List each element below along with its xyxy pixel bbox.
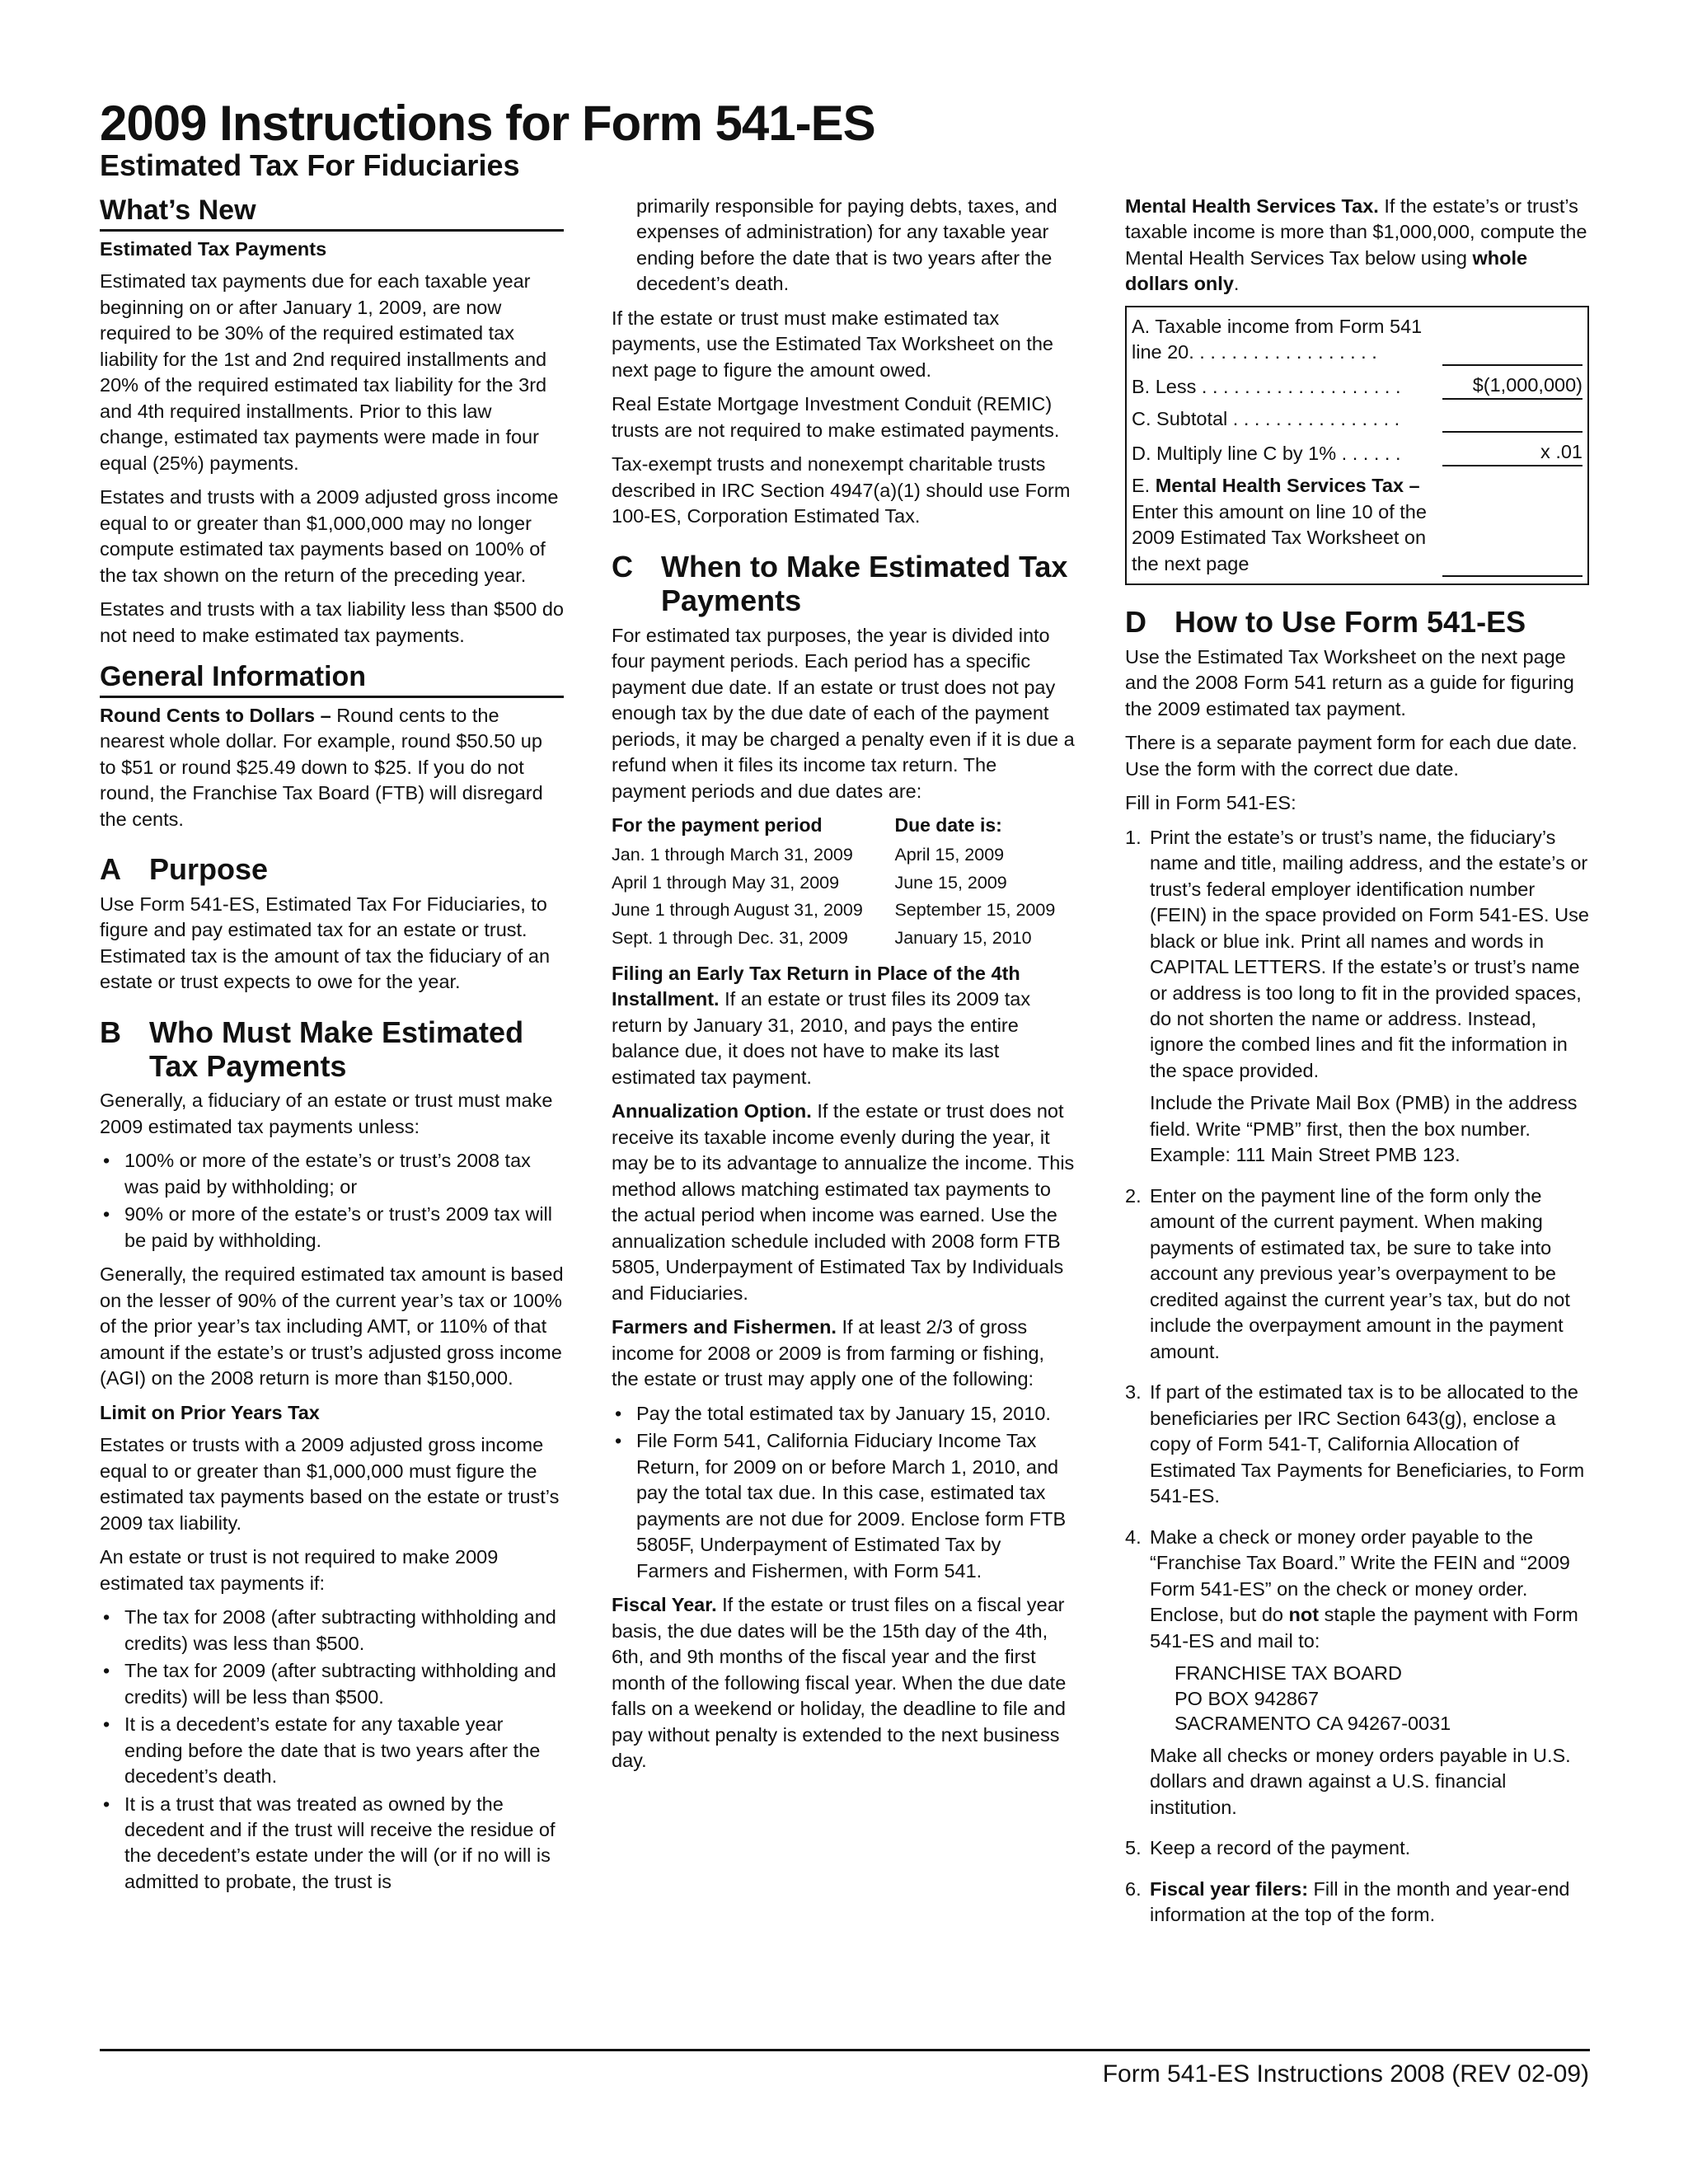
- document-title: 2009 Instructions for Form 541-ES: [100, 96, 875, 151]
- table-cell: June 1 through August 31, 2009: [612, 900, 863, 921]
- list-item-2: [1125, 1183, 1589, 1371]
- list-number: 3.: [1125, 1381, 1142, 1404]
- column-header: For the payment period: [612, 813, 823, 836]
- list-number: 4.: [1125, 1526, 1142, 1548]
- section-heading-d: [1125, 605, 1589, 639]
- address-line: PO BOX 942867: [1175, 1687, 1320, 1709]
- list-item: • It is a trust that was treated as owned by the decedent and if the trust will receive the residue of the decedent’s estate under the will (or if no will is admitted to probate, the trust is: [100, 1792, 564, 1896]
- section-heading-b: [100, 1015, 564, 1084]
- list-number: 5.: [1125, 1837, 1142, 1859]
- bullet-list: [100, 1148, 564, 1254]
- numbered-list: [1125, 825, 1589, 1935]
- section-letter: D: [1125, 605, 1146, 640]
- run-in-heading: Annualization Option.: [612, 1100, 812, 1122]
- bullet-list: [612, 1401, 1076, 1584]
- section-title: When to Make Estimated Tax Payments: [661, 549, 1068, 618]
- worksheet-line-e: [1132, 473, 1582, 577]
- list-item: • 100% or more of the estate’s or trust’s 2008 tax was paid by withholding; or: [100, 1148, 564, 1200]
- section-letter: C: [612, 549, 633, 583]
- run-in-heading: Filing an Early Tax Return in Place of the 4th Installment.: [612, 962, 1020, 1010]
- paragraph: Make all checks or money orders payable in U.S. dollars and drawn against a U.S. financial institution.: [1150, 1744, 1571, 1818]
- run-in-heading: Round Cents to Dollars –: [100, 704, 331, 726]
- paragraph: Estimated tax payments due for each taxable year beginning on or after January 1, 2009, are now required to be 30% of the required estimated tax liability for the 1st and 2nd required installments and 20% of the required estimated tax liability for the 3rd and 4th required installments. Prior to this law change, estimated tax payments were made in four equal (25%) payments.: [100, 270, 547, 474]
- list-item: • It is a decedent’s estate for any taxable year ending before the date that is two years after the decedent’s death.: [100, 1712, 564, 1789]
- paragraph-text: If at least 2/3 of gross income for 2008 or 2009 is from farming or fishing, the estate or trust may apply one of the following:: [612, 1316, 1045, 1390]
- worksheet-line-b: [1132, 373, 1582, 400]
- run-in-heading: Mental Health Services Tax.: [1125, 195, 1379, 217]
- footer-form-id: Form 541-ES Instructions 2008 (REV 02-09): [1102, 2060, 1589, 2088]
- table-cell: June 15, 2009: [894, 872, 1007, 893]
- emphasis: whole dollars only: [1125, 246, 1528, 295]
- paragraph: Include the Private Mail Box (PMB) in the address field. Write “PMB” first, then the box number. Example: 111 Main Street PMB 123.: [1150, 1092, 1578, 1166]
- run-in-heading: Farmers and Fishermen.: [612, 1316, 837, 1338]
- paragraph-annualization: [612, 1099, 1076, 1306]
- mailing-address: [1150, 1661, 1589, 1736]
- subheading-estimated-tax-payments: Estimated Tax Payments: [100, 237, 327, 260]
- list-item: • File Form 541, California Fiduciary Income Tax Return, for 2009 on or before March 1, 2010, and pay the total tax due. In this case, estimated tax payments are not due for 2009. Enclose form FTB 5805F, Underpayment of Estimated Tax by Farmers and Fishermen, with Form 541.: [612, 1428, 1076, 1584]
- list-item: • Pay the total estimated tax by January 15, 2010.: [612, 1401, 1076, 1427]
- paragraph: Estates or trusts with a 2009 adjusted gross income equal to or greater than $1,000,000 must figure the estimated tax payments based on the estate or trust’s 2009 tax liability.: [100, 1434, 560, 1534]
- payment-schedule-table: [612, 813, 1076, 953]
- run-in-heading: Fiscal Year.: [612, 1594, 717, 1616]
- paragraph: [1150, 1877, 1589, 1929]
- list-number: 1.: [1125, 826, 1142, 848]
- paragraph: If part of the estimated tax is to be allocated to the beneficiaries per IRC Section 643(g), enclose a copy of Form 541-T, California Allocation of Estimated Tax Payments for Beneficiaries, to Form 541-ES.: [1150, 1381, 1585, 1507]
- section-letter: B: [100, 1015, 121, 1049]
- paragraph: Tax-exempt trusts and nonexempt charitable trusts described in IRC Section 4947(a)(1) should use Form 100-ES, Corporation Estimated Tax.: [612, 453, 1071, 527]
- paragraph-mental-health: [1125, 194, 1589, 298]
- paragraph-text: Round cents to the nearest whole dollar. For example, round $50.50 up to $51 or round $25.49 down to $25. If you do not round, the Franchise Tax Board (FTB) will disregard the cents.: [100, 704, 543, 830]
- column-3: [1125, 194, 1589, 1943]
- table-cell: Jan. 1 through March 31, 2009: [612, 844, 853, 865]
- list-number: 6.: [1125, 1877, 1142, 1900]
- table-row: [612, 869, 1076, 898]
- paragraph: Fill in Form 541-ES:: [1125, 792, 1296, 814]
- paragraph: Print the estate’s or trust’s name, the fiduciary’s name and title, mailing address, and the estate’s or trust’s federal employer identification number (FEIN) in the space provided on Form 541-ES. Use black or blue ink. Print all names and words in CAPITAL LETTERS. If the estate’s or trust’s name or address is too long to fit in the provided spaces, do not shorten the name or address. Instead, ignore the combed lines and fit the information in the space provided.: [1150, 826, 1589, 1081]
- section-letter: A: [100, 852, 121, 887]
- list-item-1: [1125, 825, 1589, 1175]
- section-heading-c: [612, 550, 1076, 618]
- emphasis: Mental Health Services Tax –: [1155, 475, 1420, 497]
- list-item-body: [1150, 1877, 1589, 1935]
- list-number: 2.: [1125, 1184, 1142, 1207]
- table-row: [612, 897, 1076, 925]
- list-item-4: [1125, 1525, 1589, 1828]
- column-1: [100, 194, 564, 1903]
- title-block: [100, 97, 1583, 182]
- list-item: • 90% or more of the estate’s or trust’s 2009 tax will be paid by withholding.: [100, 1202, 564, 1254]
- paragraph-text: Make a check or money order payable to the “Franchise Tax Board.” Write the FEIN and “2009 Form 541-ES” on the check or money order. Enclose, but do: [1150, 1526, 1570, 1626]
- table-cell: April 15, 2009: [894, 844, 1005, 865]
- worksheet-label: C. Subtotal . . . . . . . . . . . . . . . .: [1132, 408, 1400, 430]
- column-header: Due date is:: [894, 813, 1002, 836]
- table-cell: April 1 through May 31, 2009: [612, 872, 840, 893]
- paragraph: Estates and trusts with a 2009 adjusted gross income equal to or greater than $1,000,000 may no longer compute estimated tax payments based on 100% of the tax shown on the return of the preceding year.: [100, 486, 559, 586]
- list-item-body: [1150, 1183, 1589, 1371]
- paragraph: Estates and trusts with a tax liability less than $500 do not need to make estimated tax payments.: [100, 598, 565, 646]
- table-row: [612, 925, 1076, 953]
- worksheet-field: $(1,000,000): [1442, 373, 1582, 400]
- line-letter: E.: [1132, 475, 1156, 497]
- list-item-body: [1150, 1380, 1589, 1516]
- paragraph: Generally, a fiduciary of an estate or trust must make 2009 estimated tax payments unless:: [100, 1090, 553, 1137]
- paragraph: Keep a record of the payment.: [1150, 1837, 1411, 1859]
- footer-rule: [100, 2049, 1590, 2051]
- paragraph: Use the Estimated Tax Worksheet on the next page and the 2008 Form 541 return as a guide for figuring the 2009 estimated tax payment.: [1125, 645, 1574, 719]
- paragraph-text: Fill in the month and year-end information at the top of the form.: [1150, 1877, 1570, 1926]
- list-item-body: [1150, 825, 1589, 1175]
- table-cell: September 15, 2009: [894, 900, 1056, 921]
- paragraph: An estate or trust is not required to make 2009 estimated tax payments if:: [100, 1546, 499, 1594]
- table-cell: January 15, 2010: [894, 928, 1032, 949]
- worksheet-line-d: [1132, 439, 1582, 466]
- worksheet-label: A. Taxable income from Form 541 line 20. . . . . . . . . . . . . . . . . .: [1132, 315, 1423, 363]
- section-heading-whats-new: What’s New: [100, 194, 564, 232]
- paragraph: Use Form 541-ES, Estimated Tax For Fiduciaries, to figure and pay estimated tax for an estate or trust. Estimated tax is the amount of tax the fiduciary of an estate or trust expects to owe for the year.: [100, 893, 551, 993]
- paragraph-farmers: [612, 1315, 1076, 1392]
- paragraph-text: If the estate or trust does not receive its taxable income evenly during the year, it may be to its advantage to annualize the income. This method allows matching estimated tax payments to the actual period when income was earned. Use the annualization schedule included with 2008 form FTB 5805, Underpayment of Estimated Tax by Individuals and Fiduciaries.: [612, 1100, 1075, 1304]
- worksheet-label: B. Less . . . . . . . . . . . . . . . . . . .: [1132, 375, 1401, 397]
- paragraph-text: staple the payment with Form 541-ES and mail to:: [1150, 1604, 1578, 1652]
- worksheet-field: [1442, 552, 1582, 577]
- paragraph-text: .: [1233, 273, 1240, 295]
- table-header-row: [612, 813, 1076, 841]
- address-line: SACRAMENTO CA 94267-0031: [1175, 1713, 1451, 1735]
- list-item-body: [1150, 1525, 1589, 1828]
- worksheet-line-a: [1132, 314, 1582, 366]
- list-item-5: [1125, 1835, 1589, 1868]
- worksheet-field: [1442, 408, 1582, 433]
- mental-health-worksheet: [1125, 306, 1589, 585]
- subheading-limit-prior-years: Limit on Prior Years Tax: [100, 1401, 320, 1423]
- list-item: • The tax for 2008 (after subtracting withholding and credits) was less than $500.: [100, 1605, 564, 1657]
- worksheet-line-c: [1132, 406, 1582, 432]
- table-cell: Sept. 1 through Dec. 31, 2009: [612, 928, 848, 949]
- paragraph-text: If the estate’s or trust’s taxable income is more than $1,000,000, compute the Mental Health Services Tax below using: [1125, 195, 1587, 269]
- section-title: Purpose: [149, 852, 269, 887]
- section-title: How to Use Form 541-ES: [1175, 605, 1526, 640]
- paragraph: For estimated tax purposes, the year is divided into four payment periods. Each period has a specific payment due date. If an estate or trust does not pay enough tax by the due date of each of the payment periods, it may be charged a penalty even if it is due a refund when it files its income tax return. The payment periods and due dates are:: [612, 624, 1075, 802]
- paragraph: Generally, the required estimated tax amount is based on the lesser of 90% of the current year’s tax or 100% of the prior year’s tax including AMT, or 110% of that amount if the estate’s or trust’s adjusted gross income (AGI) on the 2008 return is more than $150,000.: [100, 1263, 564, 1390]
- paragraph: Real Estate Mortgage Investment Conduit (REMIC) trusts are not required to make estimated payments.: [612, 393, 1060, 441]
- paragraph-fiscal-year: [612, 1592, 1076, 1774]
- table-row: [612, 841, 1076, 869]
- paragraph-early-return: [612, 961, 1076, 1090]
- section-heading-a: [100, 852, 564, 886]
- section-title: Who Must Make Estimated Tax Payments: [149, 1015, 524, 1083]
- document-subtitle: Estimated Tax For Fiduciaries: [100, 148, 520, 182]
- emphasis: not: [1288, 1604, 1320, 1626]
- worksheet-field: [1442, 341, 1582, 366]
- list-item-3: [1125, 1380, 1589, 1516]
- worksheet-label: [1132, 473, 1442, 577]
- column-2: [612, 194, 1076, 1783]
- run-in-heading: Fiscal year filers:: [1150, 1877, 1309, 1900]
- worksheet-label: D. Multiply line C by 1% . . . . . .: [1132, 442, 1401, 464]
- section-heading-general-information: General Information: [100, 660, 564, 698]
- list-item: • The tax for 2009 (after subtracting withholding and credits) will be less than $500.: [100, 1658, 564, 1710]
- worksheet-field: x .01: [1442, 439, 1582, 466]
- paragraph: Enter on the payment line of the form only the amount of the current payment. When making payments of estimated tax, be sure to take into account any previous year’s overpayment to be credited against the current year’s tax, but do not include the overpayment amount in the payment amount.: [1150, 1184, 1570, 1362]
- paragraph-text: If an estate or trust files its 2009 tax return by January 31, 2010, and pays the entire balance due, it does not have to make its last estimated tax payment.: [612, 988, 1031, 1088]
- address-line: FRANCHISE TAX BOARD: [1175, 1662, 1402, 1685]
- paragraph: [1150, 1525, 1589, 1654]
- worksheet-text: Enter this amount on line 10 of the 2009 Estimated Tax Worksheet on the next page: [1132, 500, 1427, 574]
- paragraph-text: If the estate or trust files on a fiscal year basis, the due dates will be the 15th day of the 4th, 6th, and 9th months of the fiscal year and the first month of the following fiscal year. When the due date falls on a weekend or holiday, the deadline to file and pay without penalty is extended to the next business day.: [612, 1594, 1067, 1772]
- list-item-6: [1125, 1877, 1589, 1935]
- paragraph-continued: primarily responsible for paying debts, taxes, and expenses of administration) for any taxable year ending before the date that is two years after the decedent’s death.: [636, 195, 1057, 295]
- bullet-list: [100, 1605, 564, 1895]
- list-item-body: [1150, 1835, 1410, 1868]
- paragraph: If the estate or trust must make estimated tax payments, use the Estimated Tax Worksheet on the next page to figure the amount owed.: [612, 307, 1054, 381]
- paragraph: There is a separate payment form for each due date. Use the form with the correct due date.: [1125, 732, 1578, 780]
- paragraph-round-cents: [100, 703, 564, 832]
